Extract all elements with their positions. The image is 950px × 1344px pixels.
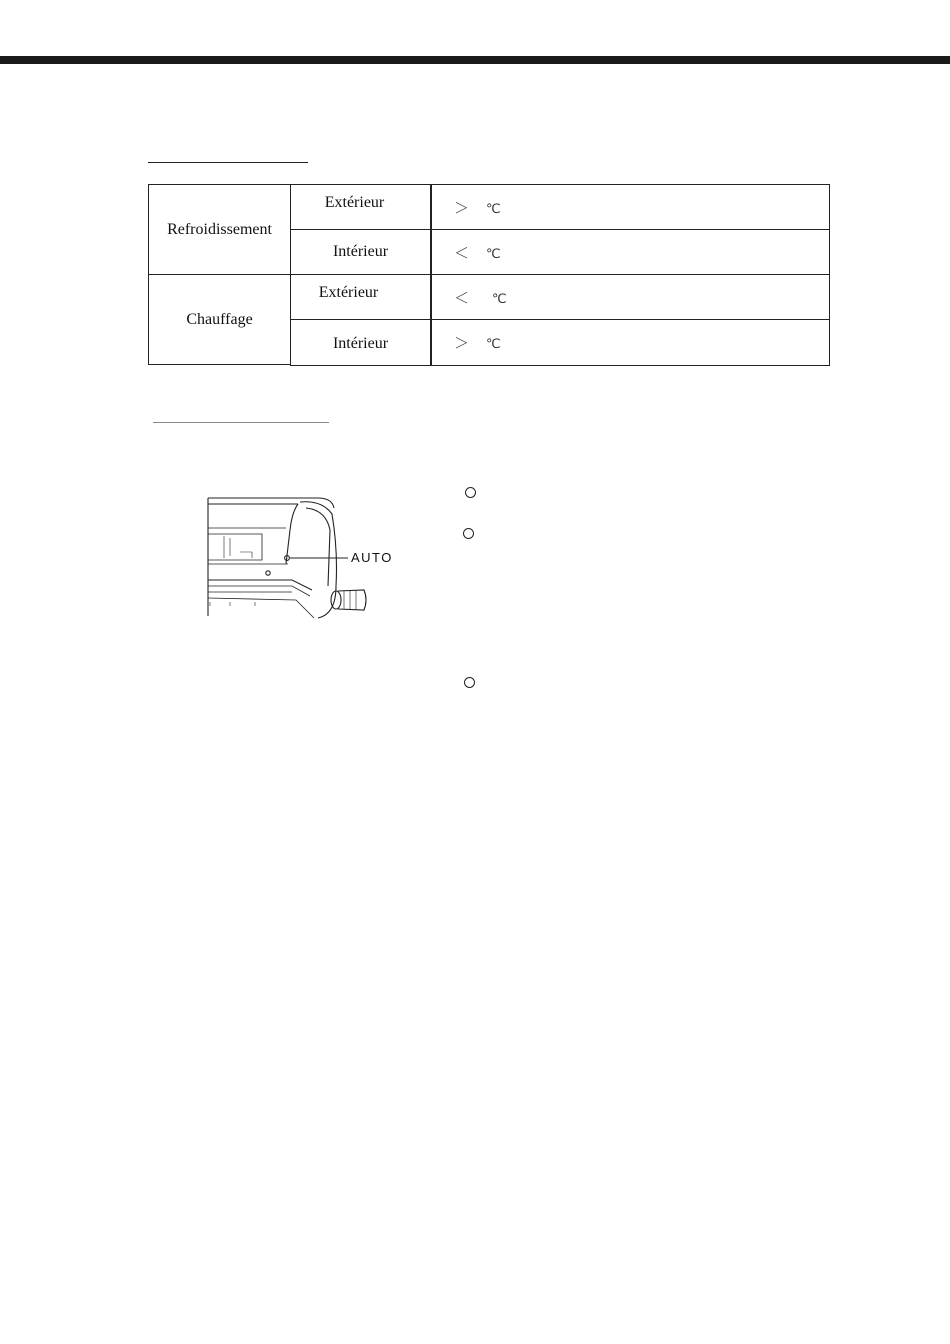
section-heading-underline (153, 422, 329, 423)
mode-cell-cooling (148, 184, 291, 275)
side-cell (290, 319, 432, 366)
temperature-unit: ℃ (486, 201, 501, 217)
value-cell (431, 319, 830, 366)
operating-conditions-table (148, 184, 830, 366)
comparison-operator: ＜ (454, 243, 470, 262)
auto-button-callout: AUTO (351, 550, 393, 565)
mode-cell-heating (148, 274, 291, 365)
section-heading-underline (148, 162, 308, 163)
side-label: Extérieur (324, 194, 385, 211)
side-cell (290, 274, 432, 320)
comparison-operator: ＜ (454, 288, 470, 307)
mode-label: Chauffage (186, 310, 253, 328)
temperature-unit: ℃ (486, 246, 501, 262)
step-marker-2 (463, 528, 474, 539)
value-cell (431, 184, 830, 230)
comparison-operator: ＞ (454, 334, 470, 352)
comparison-operator: ＞ (454, 198, 470, 217)
value-cell (431, 274, 830, 320)
step-marker-1 (465, 487, 476, 498)
temperature-unit: ℃ (486, 337, 501, 352)
side-label: Intérieur (332, 334, 389, 352)
top-rule (0, 56, 950, 64)
step-marker-3 (464, 677, 475, 688)
side-label: Intérieur (332, 243, 389, 260)
temperature-unit: ℃ (492, 291, 507, 307)
mode-label: Refroidissement (167, 220, 272, 238)
value-cell (431, 229, 830, 275)
side-cell (290, 229, 432, 275)
side-cell (290, 184, 432, 230)
side-label: Extérieur (318, 284, 379, 301)
